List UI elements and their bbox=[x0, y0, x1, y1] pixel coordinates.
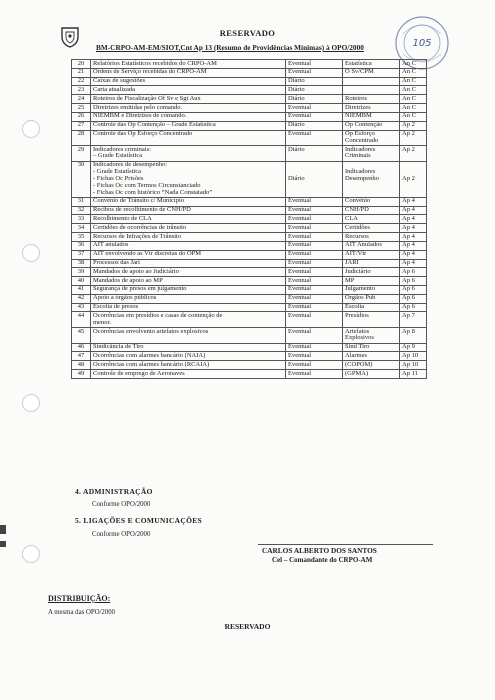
cell-line: Certidões de ocorrências de trânsito bbox=[93, 223, 187, 231]
row-description bbox=[91, 343, 286, 352]
table-row bbox=[72, 294, 427, 303]
row-annex: Ap 6 bbox=[400, 285, 427, 294]
row-description bbox=[91, 259, 286, 268]
row-responsible bbox=[343, 370, 400, 379]
row-description bbox=[91, 112, 286, 121]
row-frequency: Eventual bbox=[286, 328, 343, 344]
row-responsible bbox=[343, 77, 400, 86]
cell-line: (GPMA) bbox=[345, 369, 369, 377]
cell-line: Mandados de apoio ao Judiciário bbox=[93, 267, 179, 275]
row-description bbox=[91, 60, 286, 69]
cell-line: - Fichas Oc com histórico “Nada Constatado” bbox=[93, 188, 213, 196]
row-number: 20 bbox=[72, 60, 91, 69]
punch-hole bbox=[22, 120, 40, 138]
providencias-table bbox=[71, 59, 427, 379]
cell-line: Carta atualizada bbox=[93, 85, 136, 93]
cell-line: Ocorrências com alarmes bancário (NAIA) bbox=[93, 351, 206, 359]
row-number: 40 bbox=[72, 277, 91, 286]
row-frequency: Eventual bbox=[286, 370, 343, 379]
row-description bbox=[91, 250, 286, 259]
cell-line: Convênio bbox=[345, 197, 371, 205]
row-frequency: Diário bbox=[286, 77, 343, 86]
row-annex: An C bbox=[400, 68, 427, 77]
table-row bbox=[72, 343, 427, 352]
row-annex: Ap 2 bbox=[400, 146, 427, 162]
row-number: 36 bbox=[72, 241, 91, 250]
cell-line: AIT/Vtr bbox=[345, 250, 367, 258]
row-responsible bbox=[343, 112, 400, 121]
row-description bbox=[91, 370, 286, 379]
scan-edge-mark bbox=[0, 541, 6, 547]
row-responsible bbox=[343, 161, 400, 197]
table-row bbox=[72, 370, 427, 379]
row-frequency: Eventual bbox=[286, 294, 343, 303]
row-annex: An C bbox=[400, 95, 427, 104]
row-number: 49 bbox=[72, 370, 91, 379]
table-row bbox=[72, 268, 427, 277]
row-responsible bbox=[343, 121, 400, 130]
cell-line: Estatística bbox=[345, 59, 372, 67]
stamp-number: 105 bbox=[412, 38, 432, 49]
row-frequency: Eventual bbox=[286, 361, 343, 370]
cell-line: Recolhimento de CLA bbox=[93, 214, 152, 222]
row-number: 47 bbox=[72, 352, 91, 361]
distribution-text: A mesma das OPO/2000 bbox=[48, 609, 116, 616]
row-responsible bbox=[343, 95, 400, 104]
row-number: 32 bbox=[72, 206, 91, 215]
table-row bbox=[72, 285, 427, 294]
table-row bbox=[72, 259, 427, 268]
row-responsible bbox=[343, 312, 400, 328]
cell-line: Ordens de Serviço recebidas do CRPO-AM bbox=[93, 68, 207, 76]
row-responsible bbox=[343, 303, 400, 312]
row-description bbox=[91, 352, 286, 361]
cell-line: Indicadores bbox=[345, 145, 376, 153]
table-row bbox=[72, 197, 427, 206]
cell-line: NIEMBM e Diretrizes de comando. bbox=[93, 112, 187, 120]
row-annex: Ap 2 bbox=[400, 121, 427, 130]
row-number: 38 bbox=[72, 259, 91, 268]
cell-line: Recibos de recolhimento de CNH/PD bbox=[93, 206, 191, 214]
row-responsible bbox=[343, 104, 400, 113]
cell-line: Roteiros de Fiscalização Of Sv e Sgt Aux bbox=[93, 94, 201, 102]
row-frequency: Diário bbox=[286, 86, 343, 95]
cell-line: Certidões bbox=[345, 223, 370, 231]
cell-line: Recursos bbox=[345, 232, 369, 240]
row-number: 21 bbox=[72, 68, 91, 77]
cell-line: Explosivos bbox=[345, 334, 374, 342]
row-frequency: Eventual bbox=[286, 197, 343, 206]
table-row bbox=[72, 328, 427, 344]
row-number: 24 bbox=[72, 95, 91, 104]
cell-line: Roteiros bbox=[345, 94, 368, 102]
row-description bbox=[91, 130, 286, 146]
cell-line: Processos das Jari bbox=[93, 259, 140, 266]
row-frequency: Diário bbox=[286, 121, 343, 130]
cell-line: Artefatos bbox=[345, 327, 370, 335]
table-row bbox=[72, 161, 427, 197]
table-row bbox=[72, 95, 427, 104]
row-description bbox=[91, 121, 286, 130]
cell-line: Controle das Op Contenção – Grade Estatística bbox=[93, 121, 216, 129]
cell-line: NIEMBM bbox=[345, 112, 372, 120]
row-responsible bbox=[343, 206, 400, 215]
row-annex: An C bbox=[400, 112, 427, 121]
row-description bbox=[91, 206, 286, 215]
cell-line: Indicadores bbox=[345, 168, 376, 176]
row-responsible bbox=[343, 86, 400, 95]
cell-line bbox=[345, 78, 397, 85]
row-frequency: Eventual bbox=[286, 130, 343, 146]
footer-classification: RESERVADO bbox=[224, 622, 271, 631]
row-annex: Ap 2 bbox=[400, 130, 427, 146]
row-annex: An C bbox=[400, 104, 427, 113]
row-number: 46 bbox=[72, 343, 91, 352]
row-number: 45 bbox=[72, 328, 91, 344]
row-description bbox=[91, 224, 286, 233]
section-title: 4. ADMINISTRAÇÃO bbox=[75, 487, 153, 496]
table-row bbox=[72, 303, 427, 312]
cell-line: Convênio de Trânsito c/ Município bbox=[93, 197, 184, 205]
row-description bbox=[91, 285, 286, 294]
row-number: 26 bbox=[72, 112, 91, 121]
row-responsible bbox=[343, 361, 400, 370]
row-responsible bbox=[343, 268, 400, 277]
cell-line: Indicadores de desempenho: bbox=[93, 161, 168, 169]
cell-line: Julgamento bbox=[345, 285, 375, 293]
table-row bbox=[72, 250, 427, 259]
row-frequency: Eventual bbox=[286, 343, 343, 352]
row-frequency: Eventual bbox=[286, 215, 343, 224]
cell-line: Judiciário bbox=[345, 267, 371, 275]
row-annex: Ap 8 bbox=[400, 328, 427, 344]
row-responsible bbox=[343, 352, 400, 361]
row-description bbox=[91, 303, 286, 312]
row-description bbox=[91, 95, 286, 104]
row-annex: Ap 9 bbox=[400, 343, 427, 352]
row-number: 27 bbox=[72, 121, 91, 130]
row-annex: Ap 4 bbox=[400, 250, 427, 259]
row-description bbox=[91, 104, 286, 113]
row-number: 22 bbox=[72, 77, 91, 86]
cell-line: CNH/PD bbox=[345, 206, 369, 214]
cell-line: Indicadores criminais: bbox=[93, 145, 151, 153]
cell-line: - Fichas Oc Prisões bbox=[93, 174, 144, 182]
cell-line: – Grade Estatística bbox=[93, 152, 143, 160]
cell-line: AIT anulados bbox=[93, 241, 129, 249]
row-number: 48 bbox=[72, 361, 91, 370]
row-description bbox=[91, 86, 286, 95]
row-frequency: Diário bbox=[286, 146, 343, 162]
cell-line: Op Contenção bbox=[345, 121, 383, 129]
row-responsible bbox=[343, 60, 400, 69]
row-frequency: Eventual bbox=[286, 224, 343, 233]
cell-line: Segurança de presos em julgamento bbox=[93, 285, 187, 293]
row-frequency: Eventual bbox=[286, 277, 343, 286]
row-frequency: Eventual bbox=[286, 68, 343, 77]
cell-line: O Sv/CPM bbox=[345, 68, 374, 76]
row-frequency: Diário bbox=[286, 161, 343, 197]
cell-line: - Grade Estatística bbox=[93, 168, 142, 176]
row-description bbox=[91, 215, 286, 224]
row-number: 23 bbox=[72, 86, 91, 95]
distribution-title: DISTRIBUIÇÃO: bbox=[48, 594, 111, 603]
table-row bbox=[72, 60, 427, 69]
table-row bbox=[72, 121, 427, 130]
table-row bbox=[72, 241, 427, 250]
cell-line: Mandados de apoio ao MP bbox=[93, 276, 163, 284]
cell-line: Ocorrências em presídios e casas de contenção de bbox=[93, 311, 223, 319]
cell-line: Ocorrências envolvento artefatos explosivos bbox=[93, 327, 209, 335]
cell-line: Concentrado bbox=[345, 136, 379, 144]
row-description bbox=[91, 268, 286, 277]
row-number: 44 bbox=[72, 312, 91, 328]
row-responsible bbox=[343, 328, 400, 344]
row-annex: Ap 4 bbox=[400, 233, 427, 242]
row-number: 28 bbox=[72, 130, 91, 146]
row-responsible bbox=[343, 259, 400, 268]
row-responsible bbox=[343, 224, 400, 233]
cell-line: Recursos de Infrações de Trânsito bbox=[93, 232, 182, 240]
row-description bbox=[91, 294, 286, 303]
row-responsible bbox=[343, 233, 400, 242]
cell-line: (COPOM) bbox=[345, 360, 373, 368]
row-frequency: Eventual bbox=[286, 241, 343, 250]
row-frequency: Eventual bbox=[286, 352, 343, 361]
table-row bbox=[72, 77, 427, 86]
row-number: 37 bbox=[72, 250, 91, 259]
cell-line: JARI bbox=[345, 259, 359, 266]
header-reference: BM-CRPO-AM-EM/SIOT,Cnt Ap 13 (Resumo de Providências Mínimas) à OPO/2000 bbox=[96, 43, 364, 52]
row-annex: Ap 6 bbox=[400, 294, 427, 303]
cell-line: Escolta de presos bbox=[93, 303, 139, 311]
row-annex: Ap 4 bbox=[400, 241, 427, 250]
row-number: 41 bbox=[72, 285, 91, 294]
section-text: Conforme OPO/2000 bbox=[92, 501, 151, 508]
row-annex: Ap 4 bbox=[400, 197, 427, 206]
row-number: 31 bbox=[72, 197, 91, 206]
row-description bbox=[91, 161, 286, 197]
cell-line: - Fichas Oc com Termos Circunstanciado bbox=[93, 181, 201, 189]
row-number: 42 bbox=[72, 294, 91, 303]
row-responsible bbox=[343, 285, 400, 294]
row-responsible bbox=[343, 343, 400, 352]
row-responsible bbox=[343, 215, 400, 224]
row-frequency: Eventual bbox=[286, 259, 343, 268]
cell-line: Órgãos Pub bbox=[345, 294, 376, 302]
row-number: 30 bbox=[72, 161, 91, 197]
cell-line: Sind Tiro bbox=[345, 343, 370, 351]
row-responsible bbox=[343, 68, 400, 77]
table-row bbox=[72, 86, 427, 95]
cell-line: Relatórios Estatísticos recebidos do CRPO-AM bbox=[93, 59, 217, 67]
table-row bbox=[72, 352, 427, 361]
cell-line: menor. bbox=[93, 318, 111, 326]
table-row bbox=[72, 277, 427, 286]
row-annex: Ap 6 bbox=[400, 268, 427, 277]
row-description bbox=[91, 361, 286, 370]
cell-line: Caixas de sugestões bbox=[93, 77, 145, 85]
cell-line: Op Esforço bbox=[345, 130, 375, 137]
row-annex: Ap 4 bbox=[400, 224, 427, 233]
row-responsible bbox=[343, 250, 400, 259]
table-row bbox=[72, 361, 427, 370]
row-description bbox=[91, 77, 286, 86]
cell-line: AIT envolvendo as Vtr discretas do OPM bbox=[93, 250, 202, 258]
row-description bbox=[91, 312, 286, 328]
cell-line: Desempenho bbox=[345, 174, 379, 182]
cell-line: Alarmes bbox=[345, 351, 368, 359]
row-frequency: Eventual bbox=[286, 312, 343, 328]
punch-hole bbox=[22, 244, 40, 262]
punch-hole bbox=[22, 545, 40, 563]
header-classification: RESERVADO bbox=[219, 28, 276, 38]
row-description bbox=[91, 68, 286, 77]
cell-line: Controle das Op Esforço Concentrado bbox=[93, 130, 193, 137]
table-row bbox=[72, 104, 427, 113]
table-row bbox=[72, 206, 427, 215]
table-row bbox=[72, 146, 427, 162]
row-annex: Ap 4 bbox=[400, 215, 427, 224]
row-frequency: Eventual bbox=[286, 104, 343, 113]
row-number: 34 bbox=[72, 224, 91, 233]
row-frequency: Eventual bbox=[286, 112, 343, 121]
row-number: 43 bbox=[72, 303, 91, 312]
row-frequency: Diário bbox=[286, 95, 343, 104]
table-row bbox=[72, 112, 427, 121]
row-annex: Ap 2 bbox=[400, 161, 427, 197]
row-annex: An C bbox=[400, 86, 427, 95]
signatory-role: Cel – Comandante do CRPO-AM bbox=[272, 556, 373, 564]
cell-line: Controle de emprego de Aeronaves bbox=[93, 369, 185, 377]
row-number: 29 bbox=[72, 146, 91, 162]
row-responsible bbox=[343, 130, 400, 146]
row-frequency: Eventual bbox=[286, 285, 343, 294]
table-row bbox=[72, 224, 427, 233]
row-number: 39 bbox=[72, 268, 91, 277]
row-annex: Ap 6 bbox=[400, 277, 427, 286]
cell-line: Presídios bbox=[345, 311, 369, 319]
row-frequency: Eventual bbox=[286, 250, 343, 259]
cell-line: Sindicância de Tiro bbox=[93, 343, 144, 351]
row-annex: Ap 11 bbox=[400, 370, 427, 379]
table-row bbox=[72, 215, 427, 224]
row-annex: Ap 4 bbox=[400, 206, 427, 215]
cell-line: MP bbox=[345, 276, 355, 284]
row-frequency: Eventual bbox=[286, 233, 343, 242]
table-row bbox=[72, 312, 427, 328]
row-annex: Ap 10 bbox=[400, 352, 427, 361]
row-number: 33 bbox=[72, 215, 91, 224]
cell-line: Criminais bbox=[345, 152, 371, 160]
cell-line: CLA bbox=[345, 214, 358, 222]
table-row bbox=[72, 130, 427, 146]
row-responsible bbox=[343, 294, 400, 303]
cell-line: Escolta bbox=[345, 303, 365, 311]
row-annex: An C bbox=[400, 60, 427, 69]
row-annex: Ap 10 bbox=[400, 361, 427, 370]
section-title: 5. LIGAÇÕES E COMUNICAÇÕES bbox=[75, 516, 202, 525]
row-frequency: Eventual bbox=[286, 303, 343, 312]
scan-edge-mark bbox=[0, 525, 6, 534]
punch-hole bbox=[22, 394, 40, 412]
row-responsible bbox=[343, 146, 400, 162]
row-annex: An C bbox=[400, 77, 427, 86]
row-frequency: Eventual bbox=[286, 60, 343, 69]
section-text: Conforme OPO/2000 bbox=[92, 531, 151, 538]
cell-line bbox=[345, 87, 397, 94]
row-description bbox=[91, 146, 286, 162]
cell-line: Ocorrências com alarmes bancário (RCAIA) bbox=[93, 360, 210, 368]
row-number: 35 bbox=[72, 233, 91, 242]
row-frequency: Eventual bbox=[286, 206, 343, 215]
row-description bbox=[91, 241, 286, 250]
table-row bbox=[72, 68, 427, 77]
signatory-name: CARLOS ALBERTO DOS SANTOS bbox=[262, 546, 377, 555]
cell-line: Diretrizes bbox=[345, 103, 371, 111]
row-description bbox=[91, 197, 286, 206]
row-description bbox=[91, 328, 286, 344]
table-row bbox=[72, 233, 427, 242]
row-description bbox=[91, 233, 286, 242]
row-responsible bbox=[343, 277, 400, 286]
cell-line: Diretrizes emitidas pelo comando. bbox=[93, 103, 183, 111]
row-description bbox=[91, 277, 286, 286]
row-responsible bbox=[343, 241, 400, 250]
row-frequency: Eventual bbox=[286, 268, 343, 277]
row-responsible bbox=[343, 197, 400, 206]
signature-line bbox=[258, 544, 433, 545]
row-annex: Ap 6 bbox=[400, 303, 427, 312]
row-annex: Ap 4 bbox=[400, 259, 427, 268]
row-number: 25 bbox=[72, 104, 91, 113]
cell-line: Apoio a órgãos públicos bbox=[93, 294, 157, 302]
cell-line: AIT Anulados bbox=[345, 241, 382, 249]
row-annex: Ap 7 bbox=[400, 312, 427, 328]
